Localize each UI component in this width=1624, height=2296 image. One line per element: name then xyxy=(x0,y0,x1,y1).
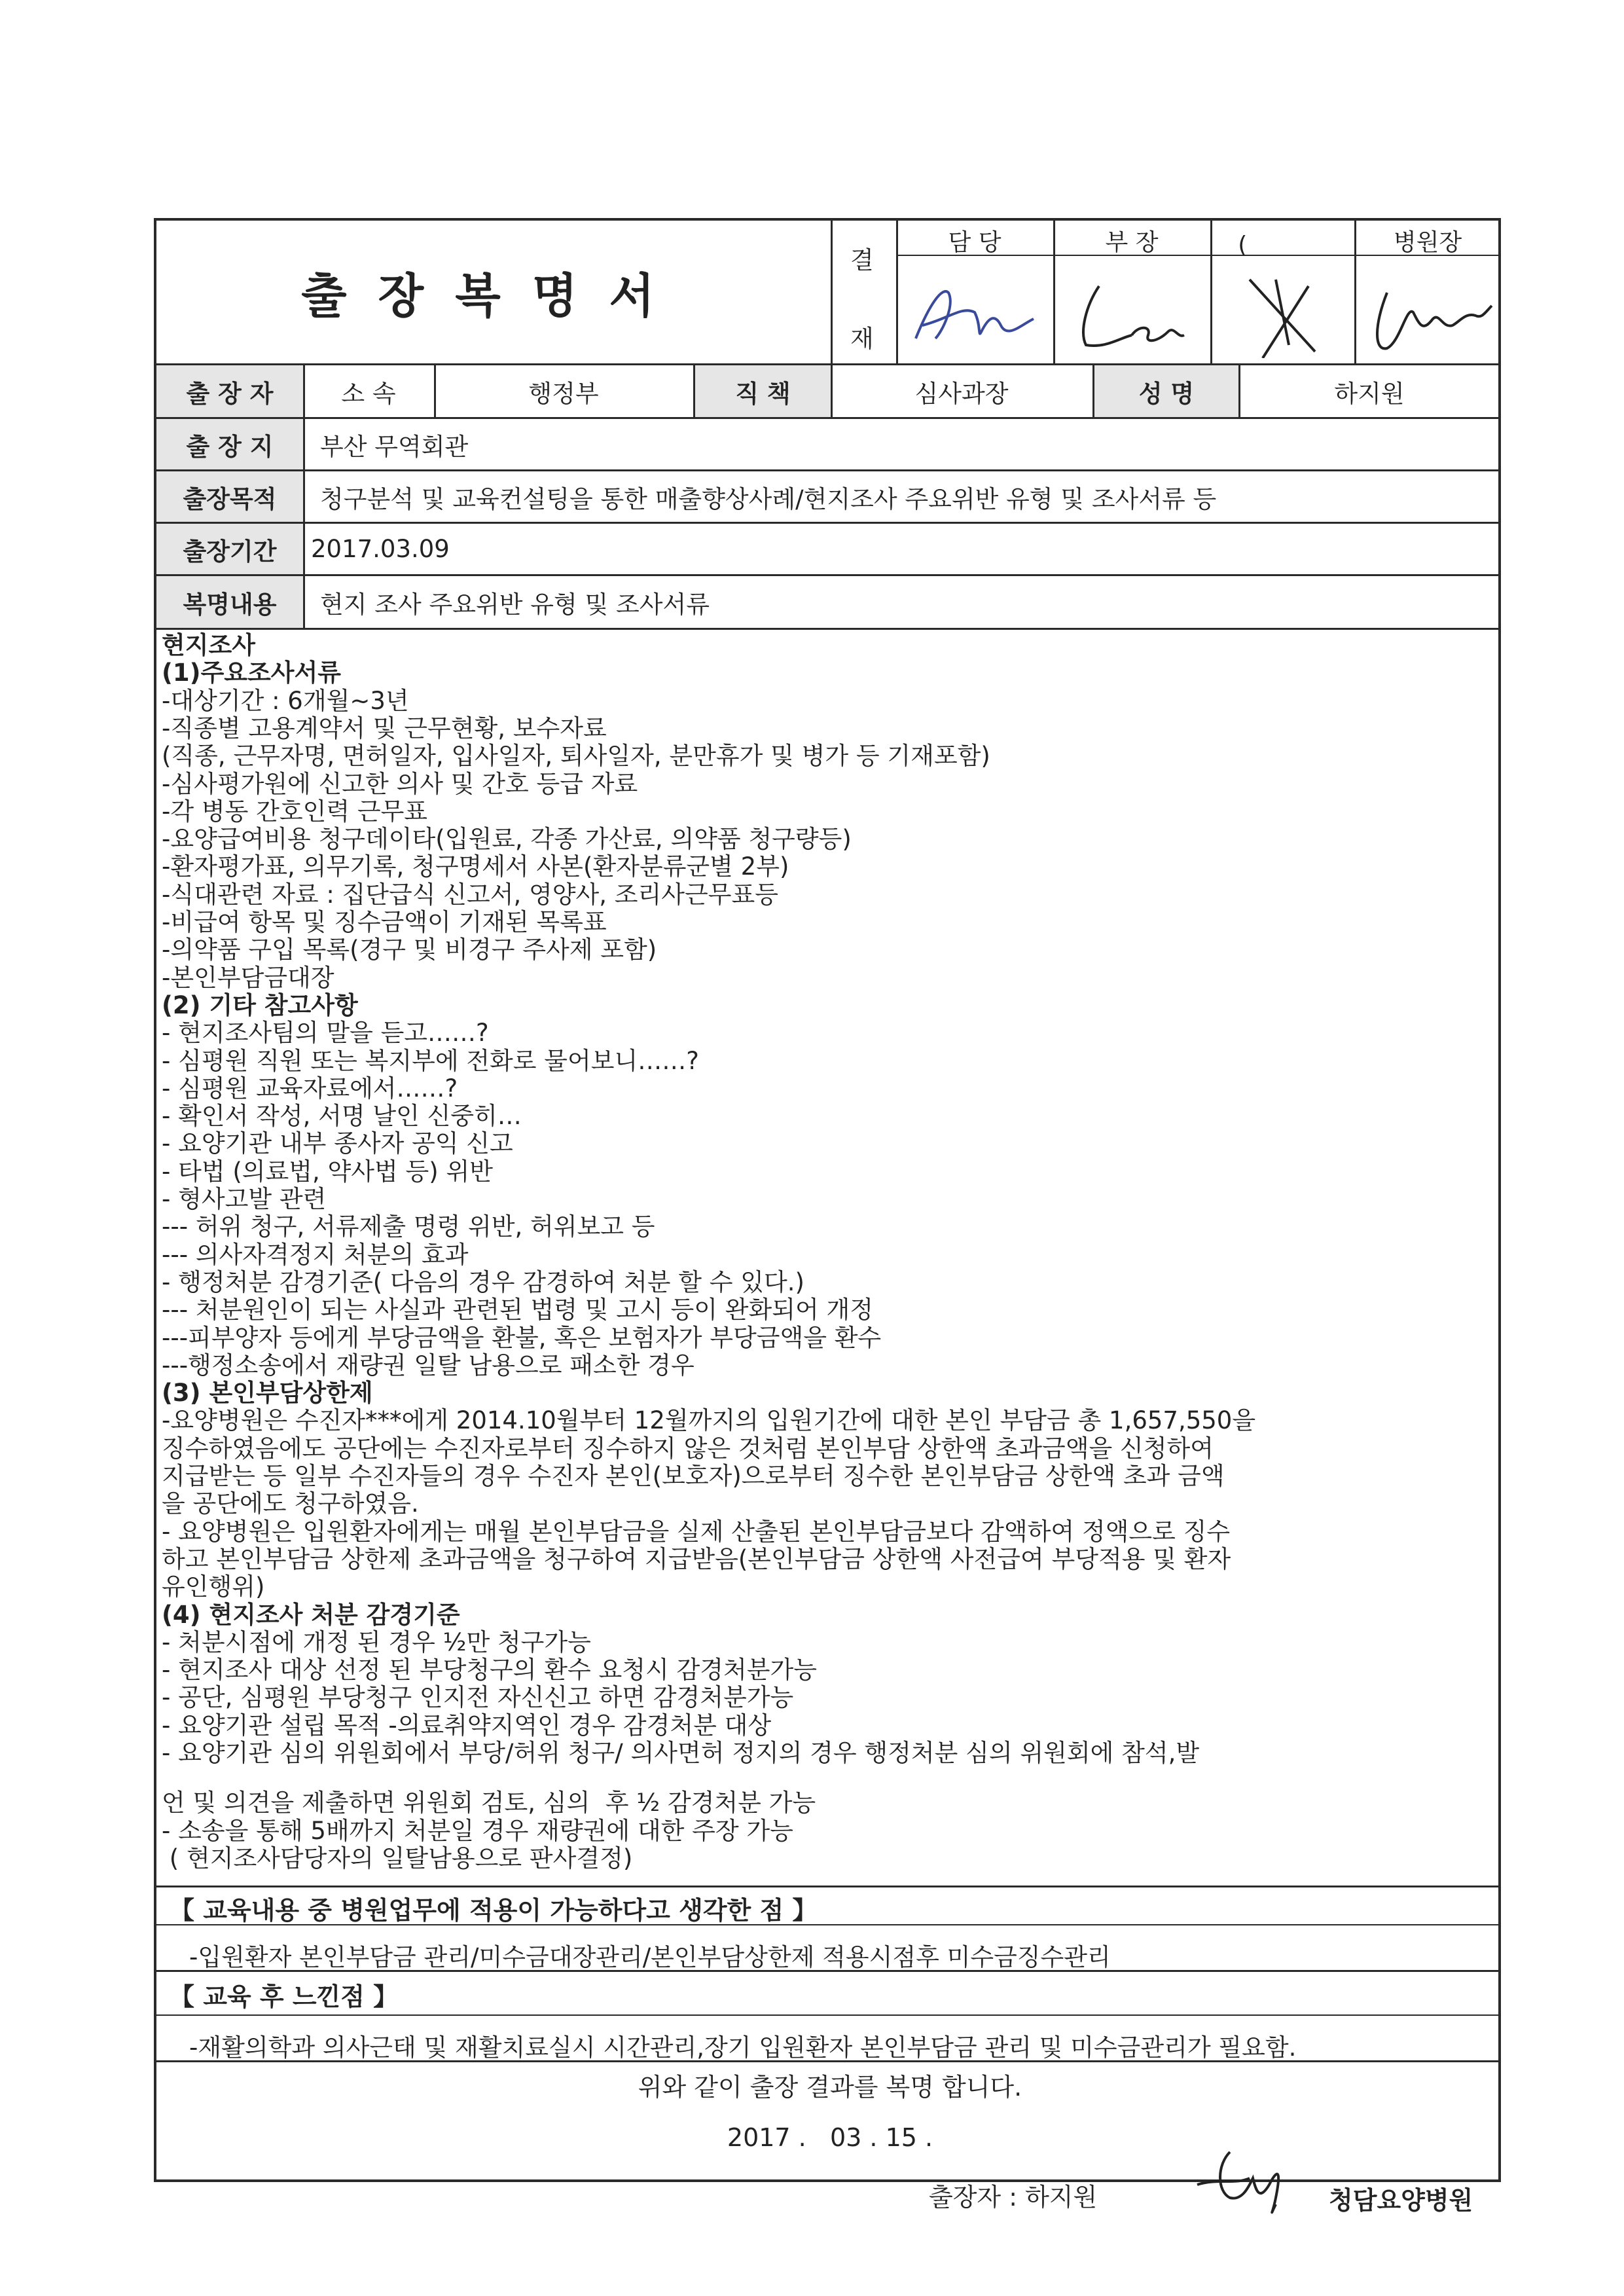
content-line: ---피부양자 등에게 부당금액을 환불, 혹은 보험자가 부당금액을 환수 xyxy=(162,1323,882,1352)
content-line: -각 병동 간호인력 근무표 xyxy=(162,797,428,826)
content-line: - 현지조사팀의 말을 듣고……? xyxy=(162,1019,489,1048)
footer-statement: 위와 같이 출장 결과를 복명 합니다. xyxy=(638,2073,1022,2102)
content-line: --- 처분원인이 되는 사실과 관련된 법령 및 고시 등이 완화되어 개정 xyxy=(162,1296,873,1324)
content-line: 징수하였음에도 공단에는 수진자로부터 징수하지 않은 것처럼 본인부담 상한액 초과금액을 신청하여 xyxy=(162,1434,1214,1463)
approval-label-bottom: 재 xyxy=(850,325,874,353)
section-heading: (4) 현지조사 처분 감경기준 xyxy=(162,1600,460,1629)
section-heading: (3) 본인부담상한제 xyxy=(162,1379,373,1408)
content-line: - 확인서 작성, 서명 날인 신중히… xyxy=(162,1102,522,1131)
approver-redacted xyxy=(1210,224,1354,259)
purpose-label: 출장목적 xyxy=(183,484,277,513)
section-heading: (2) 기타 참고사항 xyxy=(162,991,358,1019)
content-line: - 소송을 통해 5배까지 처분일 경우 재량권에 대한 주장 가능 xyxy=(162,1816,793,1845)
signature-manager xyxy=(1060,266,1204,358)
position-label: 직 책 xyxy=(735,379,791,408)
content-line: - 공단, 심평원 부당청구 인지전 자신신고 하면 감경처분가능 xyxy=(162,1683,794,1712)
content-line: - 타법 (의료법, 약사법 등) 위반 xyxy=(162,1157,493,1186)
content-line: -의약품 구입 목록(경구 및 비경구 주사제 포함) xyxy=(162,936,657,964)
content-line: -환자평가표, 의무기록, 청구명세서 사본(환자분류군별 2부) xyxy=(162,852,789,881)
signature-director xyxy=(1361,266,1498,358)
content-line: - 요양기관 내부 종사자 공익 신고 xyxy=(162,1129,513,1158)
document-title: 출장복명서 xyxy=(301,268,686,323)
approver-staff: 담 당 xyxy=(948,229,1001,256)
section-heading: 현지조사 xyxy=(162,631,255,659)
apply-heading: 【 교육내용 중 병원업무에 적용이 가능하다고 생각한 점 】 xyxy=(170,1896,818,1925)
content-line: -대상기간 : 6개월~3년 xyxy=(162,686,409,715)
place-value: 부산 무역회관 xyxy=(320,432,469,461)
content-line: 언 및 의견을 제출하면 위원회 검토, 심의 후 ½ 감경처분 가능 xyxy=(162,1789,816,1817)
content-line: (직종, 근무자명, 면허일자, 입사일자, 퇴사일자, 분만휴가 및 병가 등 기재포함) xyxy=(162,742,990,771)
approver-redacted-paren: ( xyxy=(1238,232,1248,259)
content-line: - 요양기관 심의 위원회에서 부당/허위 청구/ 의사면허 정지의 경우 행정처분 심의 위원회에 참석,발 xyxy=(162,1739,1200,1767)
apply-value: -입원환자 본인부담금 관리/미수금대장관리/본인부담상한제 적용시점후 미수금징수관리 xyxy=(189,1943,1111,1971)
content-line: --- 의사자격정지 처분의 효과 xyxy=(162,1240,469,1269)
purpose-value: 청구분석 및 교육컨설팅을 통한 매출향상사례/현지조사 주요위반 유형 및 조사서류 등 xyxy=(320,484,1217,513)
period-value: 2017.03.09 xyxy=(311,535,450,563)
signature-staff xyxy=(903,266,1047,358)
content-line: - 요양기관 설립 목적 -의료취약지역인 경우 감경처분 대상 xyxy=(162,1711,772,1740)
report-value: 현지 조사 주요위반 유형 및 조사서류 xyxy=(320,590,710,619)
traveler-label: 출 장 자 xyxy=(186,379,274,408)
content-line: -심사평가원에 신고한 의사 및 간호 등급 자료 xyxy=(162,769,638,798)
content-line: -식대관련 자료 : 집단급식 신고서, 영양사, 조리사근무표등 xyxy=(162,880,778,909)
content-line: -직종별 고용계약서 및 근무현황, 보수자료 xyxy=(162,714,607,742)
content-line: - 요양병원은 입원환자에게는 매월 본인부담금을 실제 산출된 본인부담금보다 감액하여 정액으로 징수 xyxy=(162,1517,1231,1546)
report-label: 복명내용 xyxy=(183,590,277,619)
dept-value: 행정부 xyxy=(528,379,599,408)
impression-value: -재활의학과 의사근태 및 재활치료실시 시간관리,장기 입원환자 본인부담금 관리 및 미수금관리가 필요함. xyxy=(189,2033,1297,2062)
content-line: 을 공단에도 청구하였음. xyxy=(162,1489,419,1518)
period-label: 출장기간 xyxy=(183,537,277,566)
approver-manager: 부 장 xyxy=(1105,229,1159,256)
impression-heading: 【 교육 후 느낀점 】 xyxy=(170,1982,399,2011)
content-line: --- 허위 청구, 서류제출 명령 위반, 허위보고 등 xyxy=(162,1212,655,1241)
content-line: -비급여 항목 및 징수금액이 기재된 목록표 xyxy=(162,908,607,936)
approval-label-top: 결 xyxy=(850,246,874,274)
dept-label: 소 속 xyxy=(341,379,396,408)
content-line: - 처분시점에 개정 된 경우 ½만 청구가능 xyxy=(162,1628,591,1656)
hospital-name: 청담요양병원 xyxy=(1329,2186,1473,2215)
footer-signer: 출장자 : 하지원 xyxy=(929,2183,1098,2212)
content-line: 지급받는 등 일부 수진자들의 경우 수진자 본인(보호자)으로부터 징수한 본인부담금 상한액 초과 금액 xyxy=(162,1462,1225,1490)
content-line: -요양병원은 수진자***에게 2014.10월부터 12월까지의 입원기간에 대한 본인 부담금 총 1,657,550을 xyxy=(162,1406,1256,1435)
content-line: ---행정소송에서 재량권 일탈 남용으로 패소한 경우 xyxy=(162,1351,695,1379)
content-line: - 현지조사 대상 선정 된 부당청구의 환수 요청시 감경처분가능 xyxy=(162,1656,817,1685)
place-label: 출 장 지 xyxy=(186,432,274,461)
content-line: 하고 본인부담금 상한제 초과금액을 청구하여 지급받음(본인부담금 상한액 사전급여 부당적용 및 환자 xyxy=(162,1544,1231,1573)
content-line: -본인부담금대장 xyxy=(162,963,334,992)
footer-date: 2017 . 03 . 15 . xyxy=(727,2123,933,2152)
content-line: - 행정처분 감경기준( 다음의 경우 감경하여 처분 할 수 있다.) xyxy=(162,1267,804,1296)
position-value: 심사과장 xyxy=(914,379,1009,408)
content-line: ( 현지조사담당자의 일탈남용으로 판사결정) xyxy=(162,1844,633,1872)
content-line: - 심평원 직원 또는 복지부에 전화로 물어보니……? xyxy=(162,1046,699,1075)
content-line: -요양급여비용 청구데이타(입원료, 각종 가산료, 의약품 청구량등) xyxy=(162,825,852,854)
content-line: - 형사고발 관련 xyxy=(162,1185,327,1213)
signature-redacted xyxy=(1217,266,1354,358)
name-value: 하지원 xyxy=(1334,379,1405,408)
redaction-block xyxy=(1255,224,1327,253)
content-line: - 심평원 교육자료에서……? xyxy=(162,1074,458,1102)
signature-traveler xyxy=(1178,2139,1322,2224)
name-label: 성 명 xyxy=(1138,379,1195,408)
content-line: 유인행위) xyxy=(162,1573,265,1601)
approver-director: 병원장 xyxy=(1393,229,1462,256)
section-heading: (1)주요조사서류 xyxy=(162,659,342,687)
